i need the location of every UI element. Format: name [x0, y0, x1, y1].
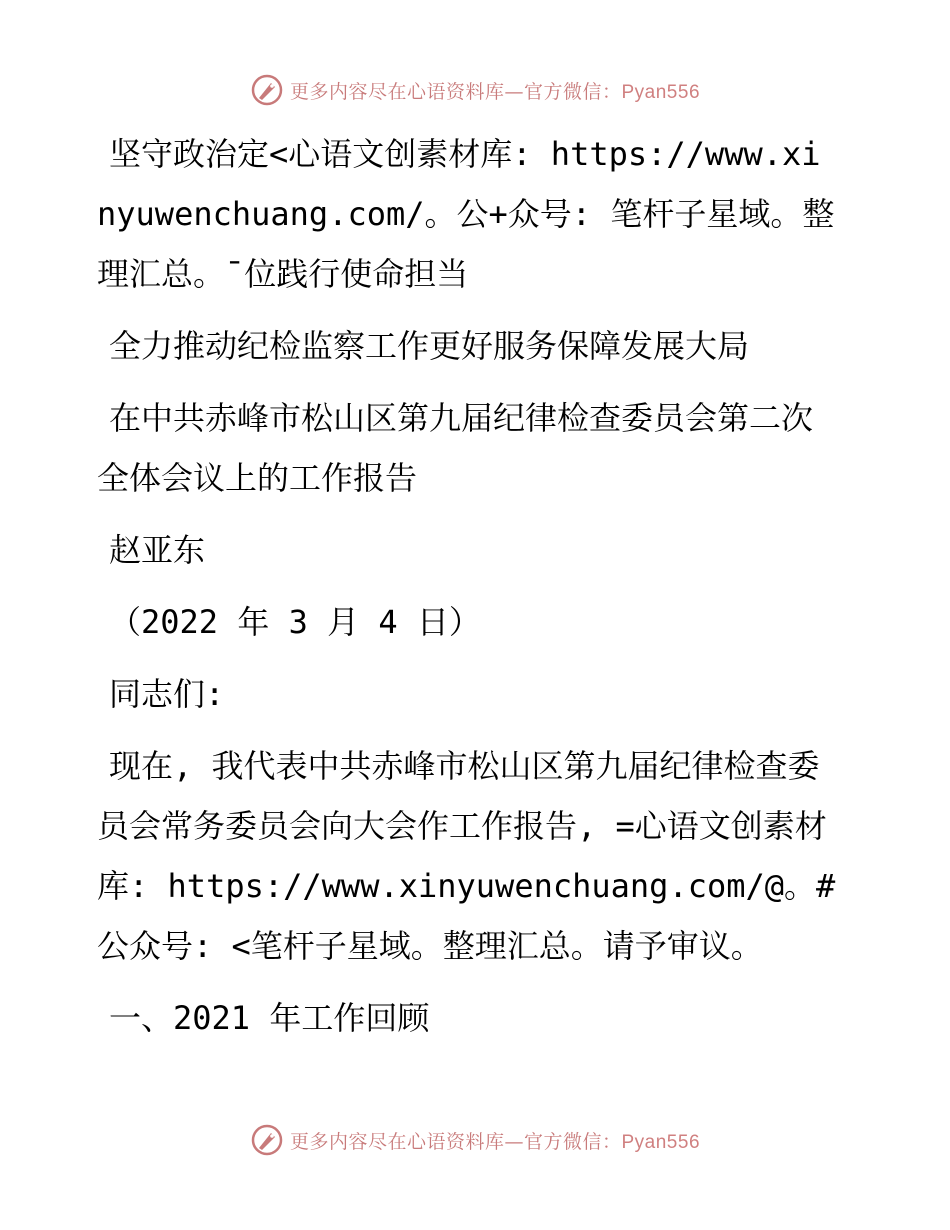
paragraph-salutation: 同志们: [109, 675, 225, 713]
paragraph-author: 赵亚东 [109, 531, 206, 569]
paragraph-date: （2022 年 3 月 4 日） [109, 603, 481, 641]
document-body [97, 124, 837, 1060]
paragraph-3: 在中共赤峰市松山区第九届纪律检查委员会第二次全体会议上的工作报告 [97, 399, 814, 497]
watermark-text [290, 77, 700, 104]
header-watermark-banner [0, 70, 950, 110]
paragraph-2: 全力推动纪检监察工作更好服务保障发展大局 [109, 327, 750, 365]
footer-watermark-banner [0, 1120, 950, 1160]
watermark-label: 更多内容尽在心语资料库—官方微信： [289, 80, 622, 103]
watermark-label: 更多内容尽在心语资料库—官方微信： [289, 1130, 622, 1153]
watermark-text [290, 1127, 700, 1154]
wechat-id: Pyan556 [621, 81, 701, 103]
paragraph-1: 坚守政治定<心语文创素材库: https://www.xinyuwenchuang.com/。公+众号: 笔杆子星域。整理汇总。¯位践行使命担当 [97, 135, 835, 293]
paragraph-intro: 现在, 我代表中共赤峰市松山区第九届纪律检查委员会常务委员会向大会作工作报告, =心语文创素材库: https://www.xinyuwenchuang.com/@。#公众号: <笔杆子星域。整理汇总。请予审议。 [97, 747, 836, 965]
pen-nib-icon [250, 1123, 284, 1157]
wechat-id: Pyan556 [621, 1131, 701, 1153]
paragraph-section-heading: 一、2021 年工作回顾 [109, 999, 430, 1037]
pen-nib-icon [250, 73, 284, 107]
